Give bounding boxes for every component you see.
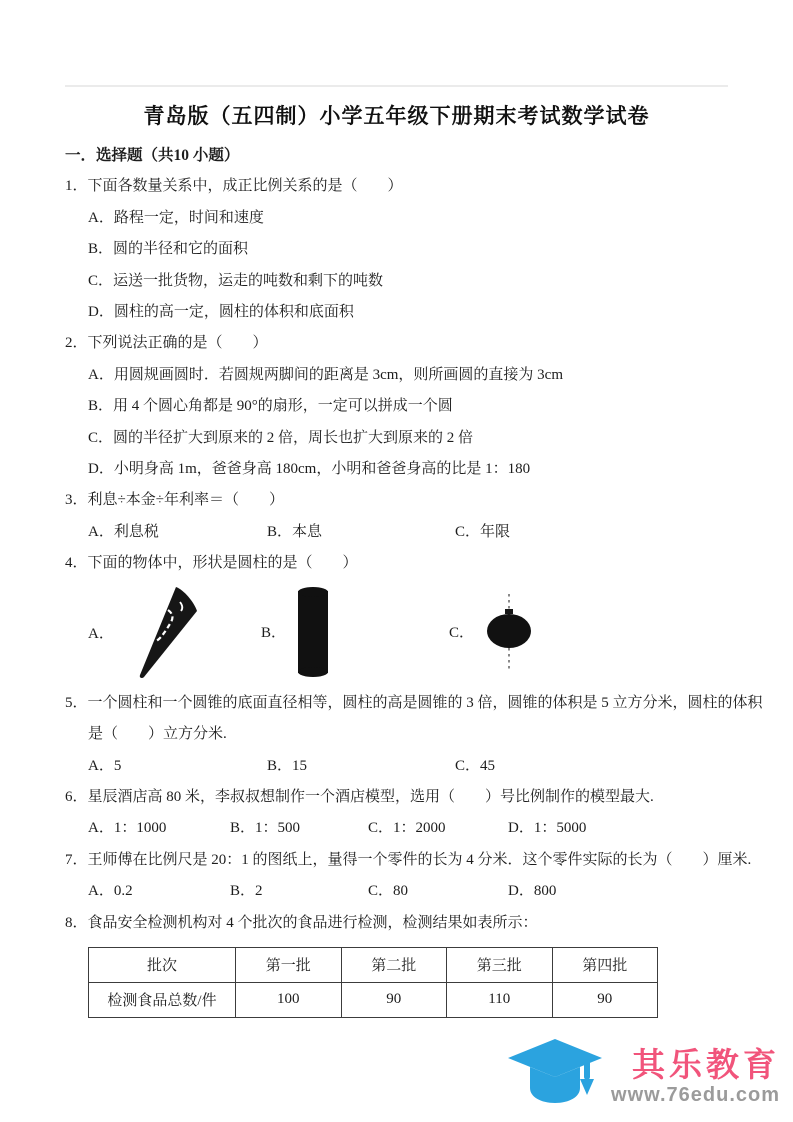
paper-body (65, 140, 765, 1018)
question-7-options (65, 876, 765, 907)
question-2-option-a: A．用圆规画圆时．若圆规两脚间的距离是 3cm，则所画圆的直接为 3cm (88, 366, 563, 383)
question-3-stem: 3．利息÷本金÷年利率＝（ ） (65, 492, 284, 509)
question-7-option-a: A．0.2 (88, 883, 133, 900)
question-5-option-b: B．15 (267, 757, 308, 774)
question-8-stem: 8．食品安全检测机构对 4 个批次的食品进行检测，检测结果如表所示： (65, 914, 538, 931)
question-4-figure-b (261, 586, 330, 678)
cylinder-object-image (296, 586, 330, 678)
question-2-option-b: B．用 4 个圆心角都是 90°的扇形，一定可以拼成一个圆 (88, 398, 453, 415)
question-5-option-a: A．5 (88, 757, 122, 774)
question-8-data-table (88, 947, 658, 1018)
table-header-cell: 第一批 (236, 947, 342, 982)
question-4-figure-a-label: A． (88, 626, 114, 643)
question-5-stem: 5．一个圆柱和一个圆锥的底面直径相等，圆柱的高是圆锥的 3 倍，圆锥的体积是 5 立方分米，圆柱的体积是（ ）立方分米. (65, 694, 763, 743)
graduation-cap-icon (505, 1038, 605, 1116)
cone-object-image (124, 584, 202, 682)
question-6-option-b: B．1：500 (230, 820, 301, 837)
watermark-text (611, 1047, 780, 1107)
question-4-figure-c-label: C． (449, 625, 475, 642)
question-2-option-d: D．小明身高 1m，爸爸身高 180cm，小明和爸爸身高的比是 1：180 (88, 461, 531, 478)
question-1-option-a: A．路程一定，时间和速度 (88, 209, 264, 226)
question-1-stem: 1．下面各数量关系中，成正比例关系的是（ ） (65, 178, 403, 195)
question-3-option-b: B．本息 (267, 523, 323, 540)
question-1-option-c: C．运送一批货物，运走的吨数和剩下的吨数 (88, 272, 384, 289)
question-7-stem: 7．王师傅在比例尺是 20：1 的图纸上，量得一个零件的长为 4 分米．这个零件实际的长为（ ）厘米. (65, 851, 752, 868)
question-6-options (65, 813, 765, 844)
question-4-figure-b-label: B． (261, 625, 287, 642)
question-3-options (65, 517, 765, 548)
table-value-cell: 90 (552, 982, 658, 1017)
question-2-stem: 2．下列说法正确的是（ ） (65, 335, 268, 352)
table-value-cell: 90 (341, 982, 447, 1017)
table-value-cell: 100 (236, 982, 342, 1017)
table-row-label: 检测食品总数/件 (89, 982, 236, 1017)
question-1-option-b: B．圆的半径和它的面积 (88, 241, 249, 258)
question-1-option-d: D．圆柱的高一定，圆柱的体积和底面积 (88, 304, 354, 321)
question-2-option-c: C．圆的半径扩大到原来的 2 倍，周长也扩大到原来的 2 倍 (88, 429, 474, 446)
question-4-figure-c (449, 594, 532, 670)
watermark-brand-name: 其乐教育 (632, 1046, 780, 1083)
table-header-cell: 第二批 (341, 947, 447, 982)
question-7-option-b: B．2 (230, 883, 263, 900)
table-data-row (89, 982, 658, 1017)
question-4-figure-a (88, 584, 202, 682)
question-7-option-d: D．800 (508, 883, 557, 900)
question-6-option-d: D．1：5000 (508, 820, 587, 837)
question-6-option-c: C．1：2000 (368, 820, 446, 837)
question-3-option-a: A．利息税 (88, 523, 159, 540)
table-header-cell: 批次 (89, 947, 236, 982)
table-value-cell: 110 (447, 982, 553, 1017)
question-3-option-c: C．年限 (455, 523, 511, 540)
question-7-option-c: C．80 (368, 883, 409, 900)
publisher-watermark (505, 1038, 780, 1116)
table-header-cell: 第三批 (447, 947, 553, 982)
question-5-options (65, 751, 765, 782)
watermark-website: www.76edu.com (611, 1084, 780, 1106)
section-heading: 一．选择题（共10 小题） (65, 147, 240, 164)
header-divider (65, 85, 728, 87)
question-4-figure-row (65, 580, 765, 688)
question-4-stem: 4．下面的物体中，形状是圆柱的是（ ） (65, 555, 358, 572)
question-5-option-c: C．45 (455, 757, 496, 774)
question-6-stem: 6．星辰酒店高 80 米，李叔叔想制作一个酒店模型，选用（ ）号比例制作的模型最大. (65, 788, 654, 805)
lantern-object-image (484, 594, 532, 670)
table-header-cell: 第四批 (552, 947, 658, 982)
page-title: 青岛版（五四制）小学五年级下册期末考试数学试卷 (143, 105, 650, 128)
table-header-row (89, 947, 658, 982)
question-6-option-a: A．1：1000 (88, 820, 167, 837)
